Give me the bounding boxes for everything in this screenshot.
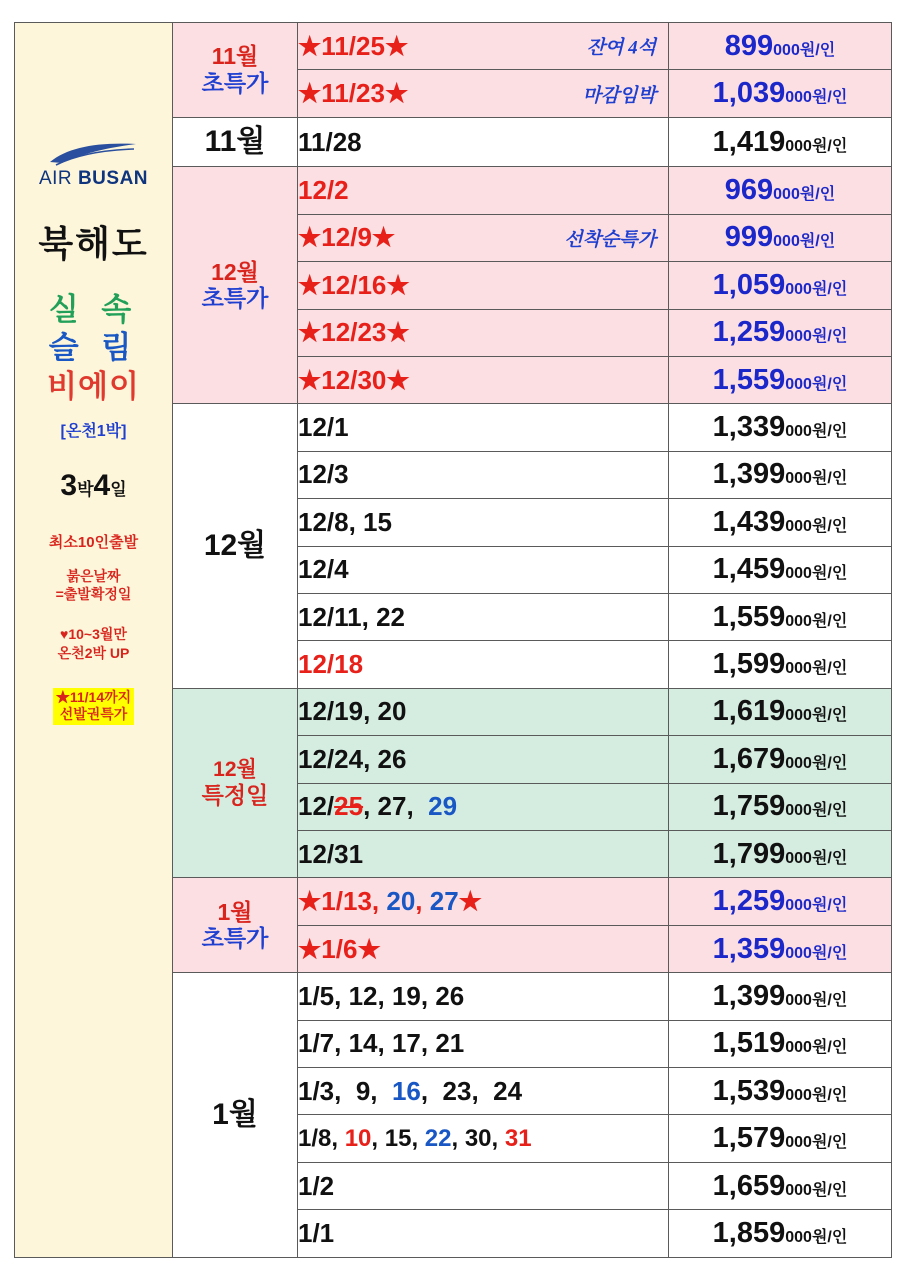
price-suffix: 000원/인 [785,137,848,155]
table-row-price [669,404,892,451]
table-row-price [669,641,892,688]
price-suffix: 000원/인 [785,849,848,867]
row-tagline: 선착순특가 [564,229,656,251]
table-row-dates [298,641,669,688]
date-text: 12/31 [298,838,364,869]
date-text: 12/2 [298,175,349,206]
date-highlight-blue: 22 [424,1124,452,1152]
price-amount: 1,539 [712,1074,786,1107]
table-row-dates [298,546,669,593]
date-text: 1/1 [298,1218,335,1249]
price-amount: 1,399 [712,458,786,491]
table-row-dates [298,451,669,498]
product-name-line1: 실 속 [48,292,139,327]
hotel-note: [온천1박] [60,423,127,441]
onsen-upgrade-note-line2: 온천2박 UP [57,644,130,661]
group-label-nov-special [173,23,298,118]
table-row-dates [298,214,669,261]
table-row-price [669,1068,892,1115]
table-row-dates [298,831,669,878]
onsen-upgrade-note-line1: ♥10~3월만 [60,626,127,643]
date-text: ★11/25★ [298,30,409,61]
date-text: 1/2 [298,1170,335,1201]
row-tagline: 잔여 4석 [586,37,656,59]
trip-duration [60,469,126,503]
price-suffix: 000원/인 [785,328,848,346]
table-row-price [669,925,892,972]
bird-swoosh-icon [46,141,142,167]
date-text: ★12/23★ [298,317,410,348]
price-suffix: 000원/인 [785,375,848,393]
early-bird-highlight [53,688,134,725]
table-row-dates [298,688,669,735]
date-text: 12/18 [298,649,364,680]
group-label-line1: 12월 [213,757,257,781]
date-highlight-blue: 20 [386,886,416,917]
price-suffix: 000원/인 [773,41,836,59]
price-suffix: 000원/인 [773,233,836,251]
price-amount: 1,059 [712,268,786,301]
price-suffix: 000원/인 [785,612,848,630]
group-label-line1: 12월 [211,258,259,285]
price-suffix: 000원/인 [785,660,848,678]
date-text: 12/11, 22 [298,601,405,632]
table-row-dates [298,356,669,403]
table-row-price [669,593,892,640]
duration-days-unit: 일 [110,480,127,500]
early-bird-line1: ★11/14까지 [55,688,132,705]
price-amount: 1,419 [712,125,786,158]
table-row-price [669,1162,892,1209]
price-amount: 1,619 [712,695,786,728]
date-text: ★12/16★ [298,269,410,300]
departure-price-table [14,22,892,1258]
date-text: ★11/23★ [298,78,409,109]
date-text: 12/19, 20 [298,696,407,727]
price-amount: 899 [724,29,774,62]
price-amount: 1,039 [712,77,786,110]
date-highlight-blue: 16 [391,1075,421,1106]
price-amount: 1,679 [712,742,786,775]
table-row-dates: 12/25, 27, 29 [298,783,669,830]
row-tagline: 마감임박 [582,85,656,107]
table-row-dates [298,973,669,1020]
table-row-dates [298,262,669,309]
date-highlight-red: 10 [344,1124,372,1152]
onsen-upgrade-note [58,625,130,661]
price-suffix: 000원/인 [785,1039,848,1057]
date-text: ★12/30★ [298,364,410,395]
group-label-jan-special [173,878,298,973]
date-text: 1/7, 14, 17, 21 [298,1028,465,1059]
price-suffix: 000원/인 [785,944,848,962]
table-row-price [669,117,892,167]
price-amount: 1,459 [712,553,786,586]
destination-title: 북해도 [38,223,149,264]
table-row-dates [298,70,669,117]
price-suffix: 000원/인 [785,1229,848,1247]
price-amount: 1,559 [712,600,786,633]
price-amount: 1,399 [712,979,786,1012]
price-suffix: 000원/인 [785,280,848,298]
group-label-line1: 11월 [211,43,259,70]
price-suffix: 000원/인 [785,897,848,915]
date-text: ★1/6★ [298,933,381,964]
price-amount: 1,859 [712,1217,786,1250]
group-label-line2: 초특가 [201,925,269,952]
table-row-dates [298,1210,669,1258]
table-row-price [669,546,892,593]
brand-panel [15,23,173,1258]
price-suffix: 000원/인 [785,754,848,772]
table-row-dates [298,117,669,167]
early-bird-line2: 선발권특가 [59,706,128,723]
price-amount: 1,599 [712,648,786,681]
table-row-dates [298,1162,669,1209]
table-row-price [669,499,892,546]
price-amount: 999 [724,221,774,254]
price-suffix: 000원/인 [785,517,848,535]
min-pax-note: 최소10인출발 [48,534,139,552]
table-row-price [669,783,892,830]
price-suffix: 000원/인 [785,1086,848,1104]
date-highlight-blue: 27 [429,886,459,917]
table-row-price [669,23,892,70]
date-highlight-blue: 29 [428,791,458,822]
price-amount: 1,439 [712,505,786,538]
price-amount: 969 [724,174,774,207]
table-row-dates [298,167,669,214]
date-text: 1/5, 12, 19, 26 [298,980,465,1011]
group-label-line2: 초특가 [201,285,269,312]
table-row-price [669,878,892,925]
date-text: ★12/9★ [298,222,396,253]
group-label-line1: 1월 [217,898,253,925]
price-amount: 1,359 [712,932,786,965]
table-row-price [669,831,892,878]
table-row-dates [298,925,669,972]
table-row-price [669,736,892,783]
duration-nights-unit: 박 [77,480,94,500]
table-row-price [669,973,892,1020]
price-amount: 1,559 [712,363,786,396]
price-suffix: 000원/인 [785,1181,848,1199]
date-text: 12/4 [298,554,349,585]
price-amount: 1,659 [712,1169,786,1202]
price-suffix: 000원/인 [785,802,848,820]
table-row-dates [298,499,669,546]
price-amount: 1,799 [712,837,786,870]
table-row-dates [298,736,669,783]
product-name-line2: 슬 림 [48,330,139,366]
table-row-dates [298,593,669,640]
table-row-dates: ★1/13, 20, 27★ [298,878,669,925]
air-busan-logo [39,141,148,190]
group-label-dec-peak [173,688,298,878]
date-text: 12/24, 26 [298,743,407,774]
red-date-note-line2: =출발확정일 [55,585,132,602]
date-highlight-red: 31 [504,1124,532,1152]
group-label-dec-special [173,167,298,404]
table-row-price [669,688,892,735]
product-name [47,291,140,406]
price-amount: 1,519 [712,1027,786,1060]
product-name-line3: 비에이 [47,368,140,404]
date-text: 12/3 [298,459,349,490]
date-text: 12/1 [298,412,349,443]
table-row-price [669,1115,892,1162]
price-suffix: 000원/인 [785,1134,848,1152]
group-label-line2: 특정일 [201,781,269,808]
price-amount: 1,339 [712,411,786,444]
price-suffix: 000원/인 [785,707,848,725]
date-strikethrough: 25 [334,791,364,822]
price-suffix: 000원/인 [785,89,848,107]
table-row-price [669,1210,892,1258]
duration-days-number: 4 [93,469,111,503]
group-label-december: 12월 [173,404,298,688]
date-text: 12/8, 15 [298,506,392,537]
price-amount: 1,759 [712,790,786,823]
table-row-price [669,214,892,261]
airline-name-air: AIR [38,168,73,189]
table-row-price [669,262,892,309]
table-row-price [669,1020,892,1067]
table-row-price [669,356,892,403]
table-row-dates [298,23,669,70]
price-suffix: 000원/인 [785,991,848,1009]
duration-nights-number: 3 [60,469,78,503]
table-row-price [669,309,892,356]
table-row-dates: 1/8, 10, 15, 22, 30, 31 [298,1115,669,1162]
table-row-price [669,167,892,214]
group-label-january: 1월 [173,973,298,1258]
table-row-dates [298,309,669,356]
table-row-dates [298,404,669,451]
airline-name-busan: BUSAN [77,168,149,189]
table-row-price [669,451,892,498]
price-suffix: 000원/인 [773,186,836,204]
table-row-dates: 1/3, 9, 16, 23, 24 [298,1068,669,1115]
table-row-price [669,70,892,117]
price-suffix: 000원/인 [785,470,848,488]
group-label-november: 11월 [173,117,298,167]
price-amount: 1,259 [712,885,786,918]
date-text: 11/28 [298,126,362,157]
price-amount: 1,259 [712,316,786,349]
group-label-line2: 초특가 [201,69,269,96]
price-suffix: 000원/인 [785,565,848,583]
price-suffix: 000원/인 [785,423,848,441]
red-date-note [56,568,132,603]
red-date-note-line1: 붉은날짜 [66,568,121,585]
table-row-dates [298,1020,669,1067]
price-amount: 1,579 [712,1122,786,1155]
